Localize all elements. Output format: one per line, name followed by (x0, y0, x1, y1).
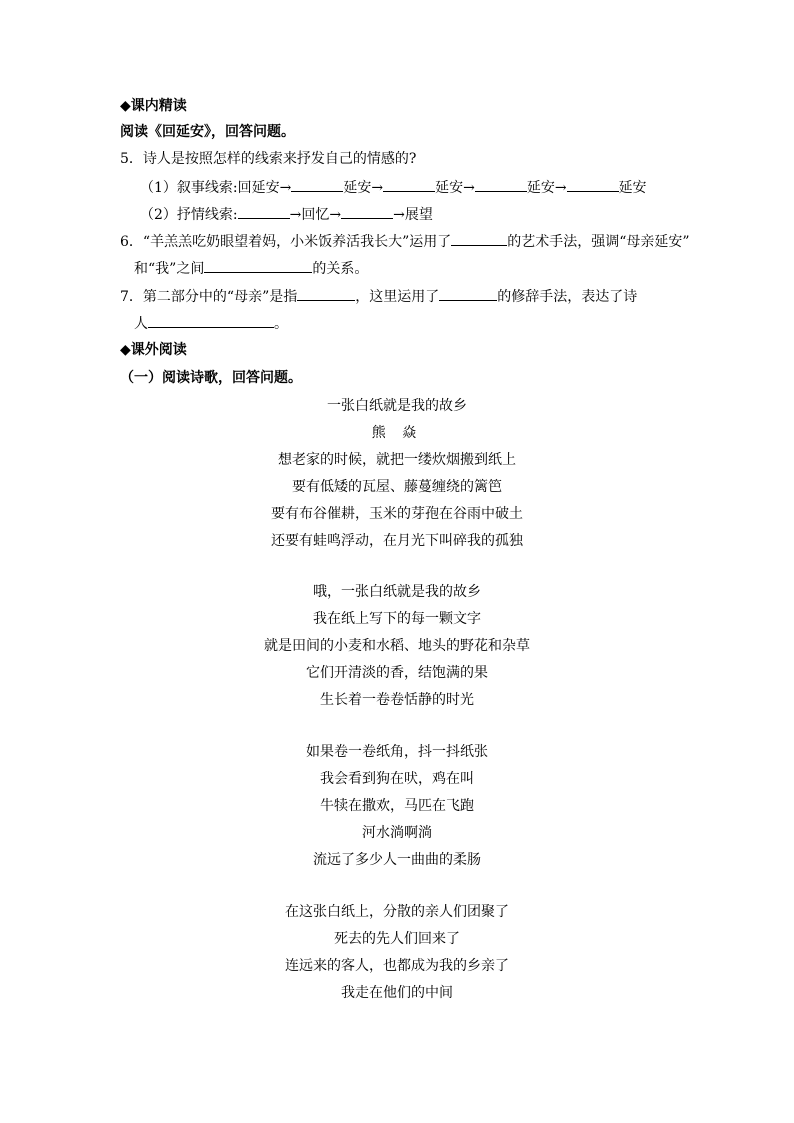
poem-line: 牛犊在撒欢，马匹在飞跑 (320, 798, 474, 814)
narrative-stage: 延安→ (343, 180, 384, 196)
instruction-extra: （一）阅读诗歌，回答问题。 (120, 370, 302, 386)
poem-line: 如果卷一卷纸角，抖一抖纸张 (306, 744, 488, 760)
narrative-stage: 延安→ (435, 180, 475, 196)
poem-line: 我在纸上写下的每一颗文字 (313, 611, 481, 627)
answer-blank[interactable] (297, 286, 355, 301)
narrative-stage: 延安→ (526, 180, 567, 196)
question-6-text: 的关系。 (312, 261, 369, 277)
answer-blank[interactable] (341, 204, 393, 219)
question-6-line-1 (120, 231, 690, 252)
answer-blank[interactable] (238, 204, 290, 219)
answer-blank[interactable] (204, 258, 312, 273)
question-6-text: 的艺术手法，强调“母亲延安” (507, 234, 690, 250)
instruction-in-class: 阅读《回延安》，回答问题。 (120, 124, 295, 140)
question-7-text: 。 (274, 316, 288, 332)
answer-blank[interactable] (567, 177, 619, 192)
question-7-line-1 (120, 286, 637, 307)
answer-blank[interactable] (291, 177, 343, 192)
poem-line: 连远来的客人，也都成为我的乡亲了 (285, 958, 509, 974)
poem-line: 还要有蛙鸣浮动，在月光下叫碎我的孤独 (271, 533, 523, 549)
question-6-text: 6．“羊羔羔吃奶眼望着妈，小米饭养活我长大”运用了 (120, 234, 452, 250)
emotion-mid: →回忆→ (289, 207, 342, 223)
poem-line: 想老家的时候，就把一缕炊烟搬到纸上 (278, 452, 516, 468)
question-5-emotion-line (140, 204, 433, 225)
emotion-prefix: （2）抒情线索: (140, 207, 238, 223)
question-6-line-2 (134, 258, 368, 279)
poem-line: 流远了多少人一曲曲的柔肠 (313, 852, 481, 868)
question-7-text: 7．第二部分中的“母亲”是指 (120, 289, 298, 305)
poem-line: 在这张白纸上，分散的亲人们团聚了 (285, 904, 509, 920)
poem-line: 要有布谷催耕，玉米的芽孢在谷雨中破土 (271, 506, 523, 522)
answer-blank[interactable] (451, 231, 507, 246)
answer-blank[interactable] (148, 313, 274, 328)
question-7-text: 人 (134, 316, 148, 332)
poem-author: 熊 焱 (371, 425, 423, 441)
question-7-text: 的修辞手法，表达了诗 (497, 289, 638, 305)
poem-line: 我走在他们的中间 (341, 985, 453, 1001)
answer-blank[interactable] (439, 286, 497, 301)
narrative-prefix: （1）叙事线索:回延安→ (140, 180, 292, 196)
poem-line: 我会看到狗在吠，鸡在叫 (320, 771, 474, 787)
answer-blank[interactable] (475, 177, 527, 192)
question-7-text: ，这里运用了 (355, 289, 440, 305)
answer-blank[interactable] (383, 177, 435, 192)
narrative-end: 延安 (618, 180, 647, 196)
question-5: 5．诗人是按照怎样的线索来抒发自己的情感的? (120, 151, 417, 167)
section-heading-in-class: ◆课内精读 (120, 98, 187, 114)
poem-line: 哦，一张白纸就是我的故乡 (313, 584, 481, 600)
poem-line: 河水淌啊淌 (362, 825, 432, 841)
question-7-line-2 (134, 313, 288, 334)
question-5-narrative-line (140, 177, 647, 198)
poem-line: 就是田间的小麦和水稻、地头的野花和杂草 (264, 638, 530, 654)
poem-line: 要有低矮的瓦屋、藤蔓缠绕的篱笆 (292, 479, 502, 495)
section-heading-extra: ◆课外阅读 (120, 342, 187, 358)
poem-line: 生长着一卷卷恬静的时光 (320, 692, 474, 708)
poem-line: 它们开清淡的香，结饱满的果 (306, 665, 488, 681)
question-6-text: 和“我”之间 (134, 261, 205, 277)
poem-title: 一张白纸就是我的故乡 (327, 398, 467, 414)
emotion-end: →展望 (393, 207, 433, 223)
poem-line: 死去的先人们回来了 (334, 931, 460, 947)
